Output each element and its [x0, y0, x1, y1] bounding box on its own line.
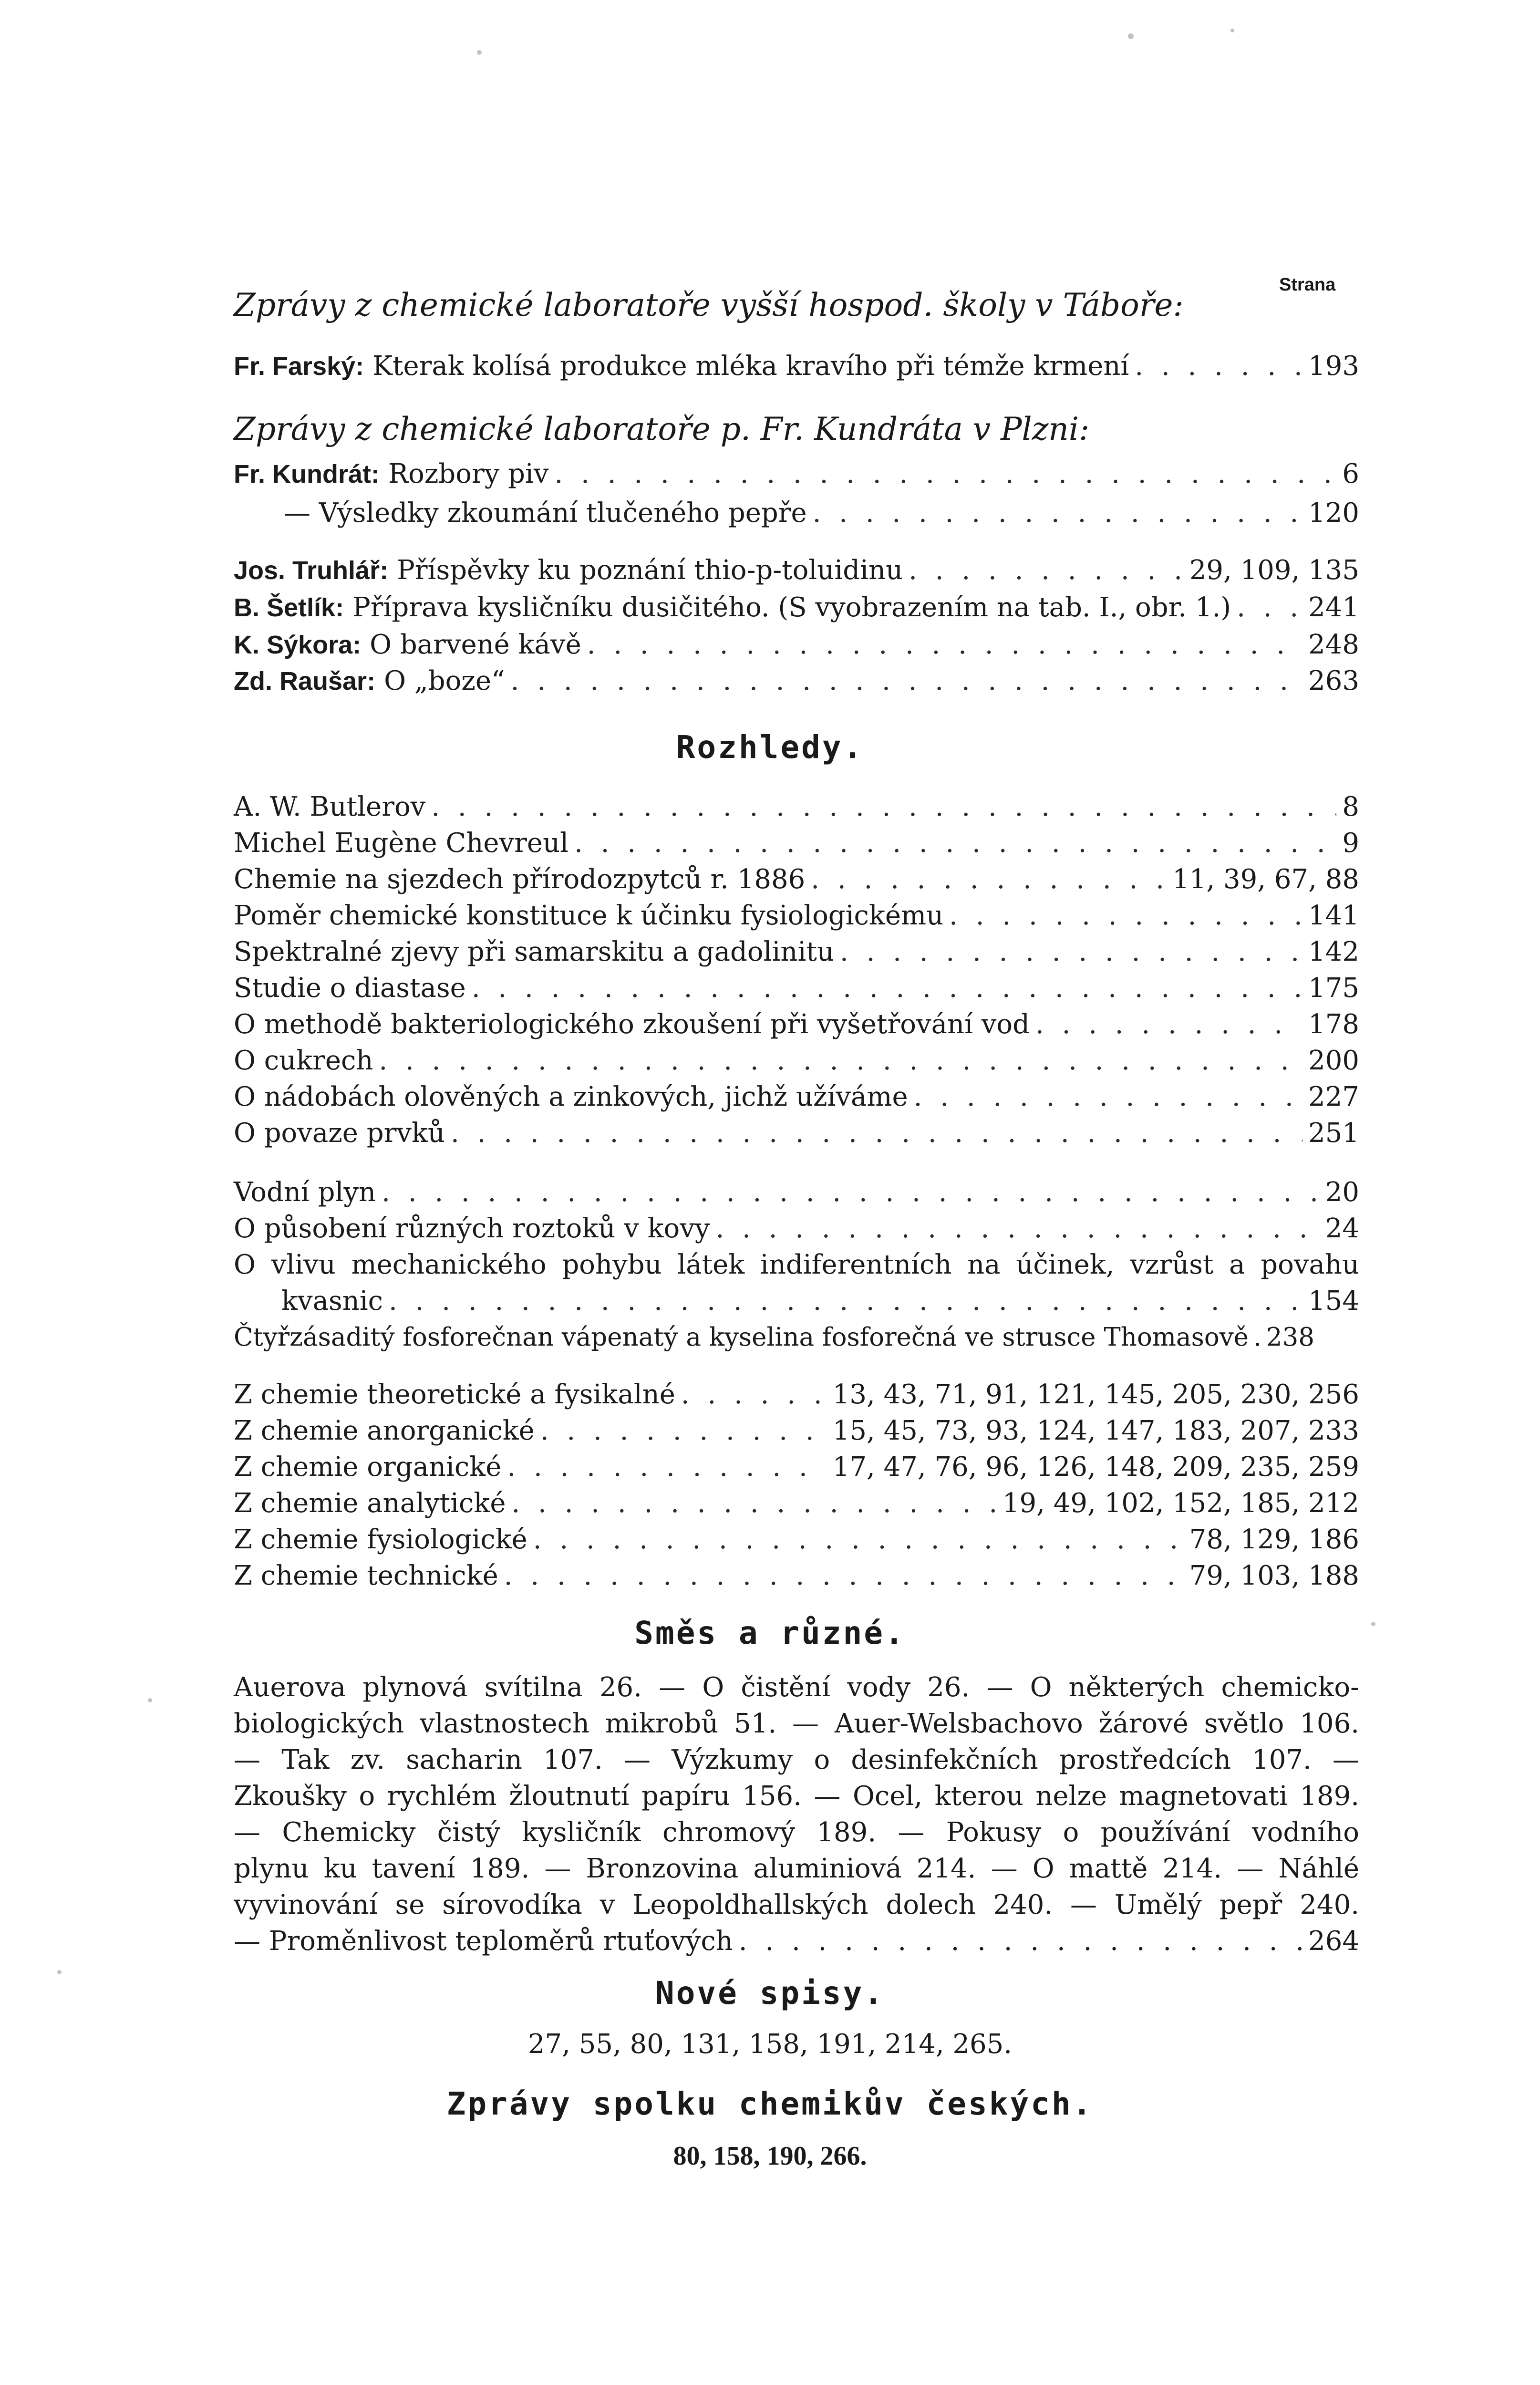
entry-pages: 11, 39, 67, 88: [1172, 864, 1359, 895]
index-entry: [234, 1211, 1359, 1247]
entry-title: Chemie na sjezdech přírodozpytců r. 1886: [234, 864, 806, 895]
paragraph-line: — Chemicky čistý kysličník chromový 189. — Pokusy o používání vodního: [234, 1817, 1359, 1848]
dot-leader: [451, 1115, 1302, 1151]
index-entry: [234, 627, 1359, 663]
index-entry: [234, 456, 1359, 492]
entry-pages: 29, 109, 135: [1189, 555, 1359, 586]
section-title-nove-spisy: Nové spisy.: [655, 1975, 885, 2012]
tabor-heading: Zprávy z chemické laboratoře vyšší hospod. školy v Táboře:: [234, 287, 1184, 323]
entry-title: Poměr chemické konstituce k účinku fysiologickému: [234, 900, 944, 931]
entry-title: — Výsledky zkoumání tlučeného pepře: [284, 498, 807, 529]
index-entry: [234, 861, 1359, 898]
entry-title: Z chemie anorganické: [234, 1415, 535, 1446]
dot-leader: [1237, 590, 1302, 626]
entry-pages: 24: [1325, 1213, 1359, 1244]
dot-leader: [555, 456, 1337, 492]
entry-title: Čtyřzásaditý fosforečnan vápenatý a kyselina fosforečná ve strusce Thomasově: [234, 1323, 1249, 1352]
paragraph-line: Zkoušky o rychlém žloutnutí papíru 156. — Ocel, kterou nelze magnetovati 189.: [234, 1781, 1359, 1812]
entry-pages: 227: [1308, 1081, 1359, 1112]
paragraph-line: plynu ku tavení 189. — Bronzovina aluminiová 214. — O mattě 214. — Náhlé: [234, 1853, 1359, 1884]
entry-title: Příprava kysličníku dusičitého. (S vyobrazením na tab. I., obr. 1.): [352, 592, 1231, 623]
entry-title: Z chemie analytické: [234, 1488, 506, 1519]
entry-pages: 19, 49, 102, 152, 185, 212: [1002, 1488, 1359, 1519]
dot-leader: [914, 1079, 1302, 1115]
dot-leader: [949, 898, 1302, 934]
dot-leader: [811, 861, 1167, 898]
entry-title: O nádobách olověných a zinkových, jichž užíváme: [234, 1081, 908, 1112]
dot-leader: [511, 1485, 996, 1522]
index-entry: [234, 348, 1359, 384]
entry-pages: 8: [1342, 791, 1359, 822]
index-entry: [234, 898, 1359, 934]
dot-leader: [540, 1413, 827, 1449]
entry-title: O vlivu mechanického pohybu látek indiferentních na účinek, vzrůst a povahu: [234, 1249, 1359, 1280]
entry-pages: 251: [1308, 1118, 1359, 1149]
dot-leader: [715, 1211, 1319, 1247]
entry-pages: 79, 103, 188: [1189, 1560, 1359, 1591]
index-entry: [234, 663, 1359, 699]
entry-pages: 193: [1308, 351, 1359, 382]
index-entry: [234, 590, 1359, 626]
dot-leader: [1035, 1006, 1302, 1043]
entry-title: Rozbory piv: [388, 458, 549, 489]
nove-spisy-pages: 27, 55, 80, 131, 158, 191, 214, 265.: [527, 2029, 1013, 2060]
dot-leader: [840, 934, 1302, 970]
entry-title: — Proměnlivost teploměrů rtuťových: [234, 1926, 733, 1957]
dot-leader: [507, 1449, 827, 1485]
entry-author: Jos. Truhlář:: [234, 556, 389, 585]
entry-separator: .: [1253, 1323, 1261, 1352]
index-entry: [234, 1449, 1359, 1485]
dot-leader: [574, 825, 1336, 861]
entry-author: Zd. Raušar:: [234, 667, 376, 695]
entry-pages: 248: [1308, 629, 1359, 660]
entry-title: O cukrech: [234, 1045, 373, 1076]
scan-speck: [57, 1970, 62, 1974]
section-title-smes: Směs a různé.: [634, 1615, 906, 1651]
entry-title: Michel Eugène Chevreul: [234, 828, 569, 859]
dot-leader: [379, 1043, 1302, 1079]
dot-leader: [431, 789, 1336, 825]
index-entry: [234, 1377, 1359, 1413]
entry-pages: 178: [1308, 1009, 1359, 1040]
entry-title: Z chemie organické: [234, 1452, 502, 1483]
plzen-heading: Zprávy z chemické laboratoře p. Fr. Kundráta v Plzni:: [234, 411, 1090, 447]
index-entry: [234, 1485, 1359, 1522]
dot-leader: [587, 627, 1302, 663]
index-entry: [234, 934, 1359, 970]
entry-pages: 6: [1342, 458, 1359, 489]
entry-author: Fr. Kundrát:: [234, 460, 380, 488]
entry-pages: 13, 43, 71, 91, 121, 145, 205, 230, 256: [832, 1379, 1359, 1410]
dot-leader: [389, 1283, 1302, 1319]
entry-title: Studie o diastase: [234, 973, 466, 1004]
entry-pages: 154: [1308, 1286, 1359, 1317]
dot-leader: [472, 970, 1302, 1006]
index-entry: [234, 825, 1359, 861]
entry-pages: 200: [1308, 1045, 1359, 1076]
entry-title: Spektralné zjevy při samarskitu a gadolinitu: [234, 936, 834, 967]
dot-leader: [504, 1558, 1184, 1594]
entry-title: O „boze“: [384, 665, 505, 696]
entry-title: Z chemie theoretické a fysikalné: [234, 1379, 675, 1410]
entry-title: O methodě bakteriologického zkoušení při vyšetřování vod: [234, 1009, 1030, 1040]
entry-pages: 264: [1308, 1926, 1359, 1957]
entry-title: O barvené kávě: [370, 629, 581, 660]
index-entry: [234, 1043, 1359, 1079]
dot-leader: [533, 1522, 1184, 1558]
dot-leader: [1135, 348, 1302, 384]
entry-title: O povaze prvků: [234, 1118, 445, 1149]
index-entry: [234, 970, 1359, 1006]
dot-leader: [739, 1923, 1302, 1960]
entry-pages: 241: [1308, 592, 1359, 623]
dot-leader: [909, 552, 1184, 589]
entry-author: B. Šetlík:: [234, 593, 344, 622]
page-column-header: Strana: [1279, 275, 1336, 295]
entry-pages: 141: [1308, 900, 1359, 931]
index-entry: [284, 495, 1359, 531]
index-entry-line: [234, 1247, 1359, 1283]
scan-speck: [1128, 33, 1134, 39]
scan-speck: [477, 50, 482, 55]
entry-pages: 142: [1308, 936, 1359, 967]
entry-title: Vodní plyn: [234, 1177, 376, 1208]
dot-leader: [681, 1377, 827, 1413]
entry-author: K. Sýkora:: [234, 631, 362, 659]
index-entry: [234, 1174, 1359, 1211]
entry-title: A. W. Butlerov: [234, 791, 426, 822]
index-entry: [234, 1522, 1359, 1558]
entry-title: Příspěvky ku poznání thio-p-toluidinu: [397, 555, 903, 586]
index-entry: [234, 1558, 1359, 1594]
section-title-rozhledy: Rozhledy.: [676, 729, 864, 766]
scan-speck: [148, 1698, 152, 1702]
dot-leader: [511, 663, 1302, 699]
entry-pages: 17, 47, 76, 96, 126, 148, 209, 235, 259: [832, 1452, 1359, 1483]
entry-author: Fr. Farský:: [234, 352, 364, 381]
entry-pages: 78, 129, 186: [1189, 1524, 1359, 1555]
paragraph-line: vyvinování se sírovodíka v Leopoldhallských dolech 240. — Umělý pepř 240.: [234, 1889, 1359, 1920]
index-entry: [234, 1006, 1359, 1043]
paragraph-last-line: [234, 1923, 1359, 1960]
entry-title: kvasnic: [281, 1286, 383, 1317]
entry-title: Kterak kolísá produkce mléka kravího při témže krmení: [372, 351, 1129, 382]
entry-title: O působení různých roztoků v kovy: [234, 1213, 710, 1244]
index-entry: [234, 1319, 1359, 1356]
paragraph-line: — Tak zv. sacharin 107. — Výzkumy o desinfekčních prostředcích 107. —: [234, 1744, 1359, 1775]
paragraph-line: Auerova plynová svítilna 26. — O čistění vody 26. — O některých chemicko-: [234, 1672, 1359, 1703]
index-entry: [234, 1115, 1359, 1151]
index-entry: [234, 1413, 1359, 1449]
entry-pages: 15, 45, 73, 93, 124, 147, 183, 207, 233: [832, 1415, 1359, 1446]
dot-leader: [382, 1174, 1320, 1211]
entry-pages: 20: [1325, 1177, 1359, 1208]
entry-pages: 175: [1308, 973, 1359, 1004]
entry-title: Z chemie fysiologické: [234, 1524, 527, 1555]
index-entry: [234, 789, 1359, 825]
entry-pages: 9: [1342, 828, 1359, 859]
section-title-zpravy-spolku: Zprávy spolku chemikův českých.: [446, 2085, 1094, 2122]
zpravy-spolku-pages: 80, 158, 190, 266.: [673, 2141, 867, 2171]
entry-pages: 120: [1308, 498, 1359, 529]
entry-title: Z chemie technické: [234, 1560, 498, 1591]
entry-pages: 263: [1308, 665, 1359, 696]
dot-leader: [813, 495, 1302, 531]
scan-speck: [1371, 1622, 1375, 1626]
index-entry: [234, 552, 1359, 589]
entry-pages: 238: [1266, 1323, 1315, 1352]
index-entry: [281, 1283, 1359, 1319]
scan-speck: [1230, 29, 1234, 32]
smes-paragraph: [234, 1670, 1359, 1960]
index-entry: [234, 1079, 1359, 1115]
paragraph-line: biologických vlastnostech mikrobů 51. — Auer-Welsbachovo žárové světlo 106.: [234, 1708, 1359, 1739]
